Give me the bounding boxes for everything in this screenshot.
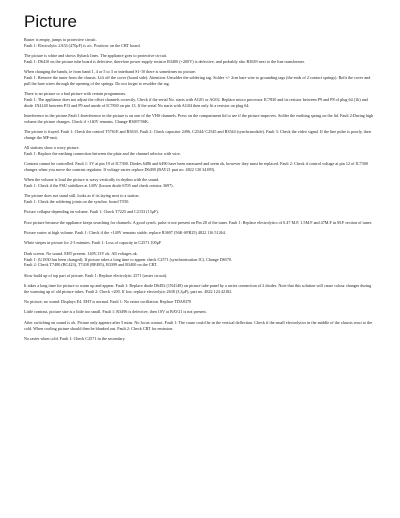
paragraph-15: Dark screen. No sound. EHT present. 140V,13V ok. All voltages ok. Fault 1: (U1830 has been changed). If picture takes a long time to appear check C2571 (synchronisation IC). Change D6570. Fault 2: Check T7480 (BC423), T7438 (BF485), R3399 and R3400 on the CRT. bbox=[24, 250, 233, 268]
paragraph-20: After switching on sound is ok. Picture only appears after 5 mins. No focus contact. Fault 1: The cause could be in the vertical deflection. Check if the small electrolytics in the middle of the chassis react to the cold. When cooling picture should then be blanked out. Fault 2: Check CRT for emission. bbox=[24, 319, 373, 331]
paragraph-12: Poor picture because the appliance keeps searching for channels. A good synch. pulse is not present on Pin 28 of the tuner. Fault 1: Replace electrolytics of 0.47 M.F, 1.5M.F and 47M.F in M.F section of tuner. bbox=[24, 219, 373, 225]
paragraph-19: Little contrast, picture size is a little too small. Fault 1: R3496 is defective, then 10V at BAV21 is not present. bbox=[24, 309, 207, 315]
paragraph-18: No picture, no sound. Displays E4. EHT is normal. Fault 1: No raster oscillation. Replace TDA8370 bbox=[24, 299, 192, 305]
document-body bbox=[24, 37, 376, 342]
paragraph-6: The picture is frayed. Fault 1: Check the control T5761E and R3633. Fault 2: Check capacitor 2496, C2544/ C2545 and R3544 (synchr.module). Fault 3: Check the video signal. If the line pulse is poorly, then change the MF-unit. bbox=[24, 128, 371, 140]
paragraph-4: There is no picture or a bad picture with certain programmes. Fault 1: The appliance does not adjust the offset channels correctly. Check if the serial No. starts with AG01 or AG02. Replace micro processor IC7830 and its resistor between P9 and P8 of plug 64 (1k) and diode 1N4148 between P13 and P9 and anode of IC7830 on pin 13. If the serial No starts with AG04 then only fit a resistor on plug 64. bbox=[24, 91, 368, 108]
paragraph-13: Picture varies at high volume. Fault 1: Check if the +140V remains stable, replace R3697 (56K-SFR25) 4822 116 51264. bbox=[24, 230, 226, 236]
paragraph-5: Interference in the picture.Fault 1:Interference in the picture is on one of the VHS channels. Press on the compartment lid to see if the picture improves. Solder the earthing spring on the lid. Fault 2:During high volume the picture changes. Check if +140V remains. Change R3697/56K. bbox=[24, 112, 374, 124]
paragraph-3: When changing the bands, ie from band 1, 4 or 5 to 3 or interband S1-10 there is sometimes no picture. Fault 1: Remove the tuner from the chassis. Lift off the cover (board side). Attention: Unsolder the soldering tag. Solder +/- 2cm bare wire to grounding tags (the ends of 2 contact springs). Refit the cover and pull the bare wires through the opening of the springs. Do not forget to resolder the tag. bbox=[24, 69, 371, 86]
page-title: Picture bbox=[24, 12, 77, 31]
paragraph-14: White stripes in picture for 2-3 minutes. Fault 1: Loss of capacity in C2571 100μF bbox=[24, 240, 162, 246]
paragraph-11: Picture collapse depending on volume. Fault 1: Check T7225 and C2153 (15μF). bbox=[24, 209, 159, 215]
paragraph-16: Slow build up of top part of picture. Fault 1: Replace electrolytic 2571 (raster circuit). bbox=[24, 272, 168, 278]
paragraph-8: Contrast cannot be controlled. Fault 1: 3V at pin 19 of IC7300. Diodes 6486 and 6490 have been measured and seem ok, however they must be replaced. Fault 2: Check if control voltage at pin 12 of IC7300 changes when you move the contrast regulator. If voltage varies replace D6490 (BAV21 part no. 4822 130 34189). bbox=[24, 161, 369, 172]
paragraph-17: It takes a long time for picture to warm up and appear. Fault 1: Replace diode D6492 (1N4148) on picture tube panel by a series connection of 2 diodes. Note that this solution will cause colour changes during the warming up of old picture tubes. Fault 2: Check +200. If low, replace electrolytic 2638 (3,3μF), part no. 4822 124 42182. bbox=[24, 283, 372, 294]
paragraph-2: The picture is white and shows flyback lines. The appliance goes to protective circuit. Fault 1: D6410 on the picture tube board is defective, therefore power supply resistor R3400 (+200V) is defective, and probably also R3639 next to the line transformer. bbox=[24, 53, 305, 64]
paragraph-9: When the volume is loud the picture is wavy vertically in rhythm with the sound. Fault 1: Check if the PSU stabilizes at 140V (loosen diode 6705 and check resistor 3697). bbox=[24, 177, 174, 188]
paragraph-7: All stations show a wavy picture. Fault 1: Replace the earthing connection between the plate and the channel selector with wire. bbox=[24, 145, 181, 156]
paragraph-21: No raster when cold. Fault 1: Check C2571 in the secondary. bbox=[24, 335, 126, 341]
paragraph-1: Raster is empty, jumps to protective circuit. Fault 1: Electrolytic 2A53 (470μF) is a/c. Position: on the CRT board. bbox=[24, 37, 141, 48]
paragraph-10: The picture does not stand still, looks as if its laying next to a station. Fault 1: Check the soldering joints on the synchro. board T550. bbox=[24, 193, 140, 205]
